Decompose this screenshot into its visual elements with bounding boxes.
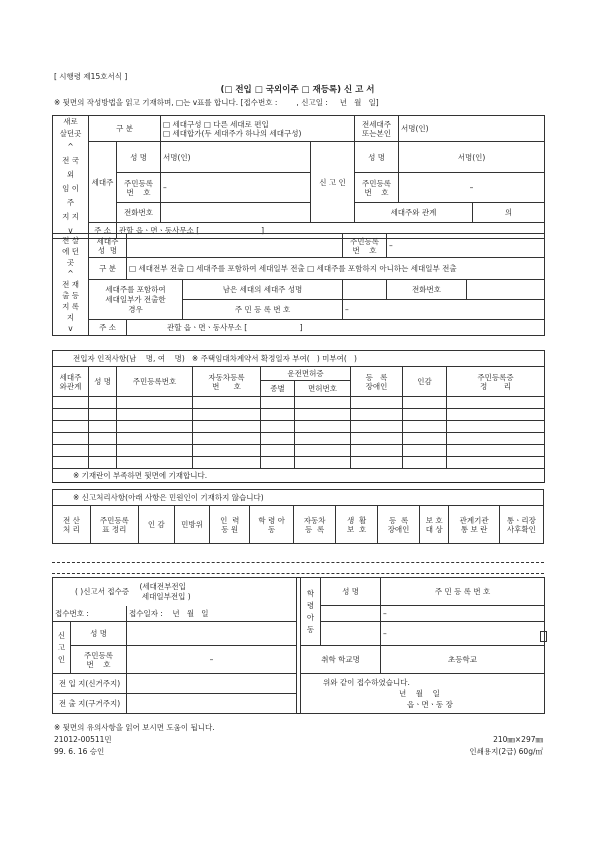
receipt-date: 접수일자 : 년 월 일	[127, 606, 297, 622]
school-kid-label: 학 령 아 동	[301, 578, 321, 646]
gubun-options[interactable]: □ 세대구성 □ 다른 세대로 편입 □ 세대합가(두 세대주가 하나의 세대구성)	[161, 116, 355, 142]
overflow-note: ※ 기재란이 부족하면 뒷면에 기재합니다.	[53, 469, 545, 483]
reporter-name-sign[interactable]: 서명(인)	[399, 142, 545, 173]
form-number: [ 시행령 제15호서식 ]	[54, 72, 128, 81]
hh-phone-label: 전화번호	[117, 203, 161, 223]
col-car: 자동차등록 번 호	[193, 367, 261, 397]
old-address-section	[52, 233, 545, 336]
proc-agency: 관계기관 통 보 란	[449, 506, 499, 544]
prev-householder-label: 전세대주 또는본인	[355, 116, 399, 142]
address-label: 주 소	[89, 223, 117, 239]
processing-title: ※ 신고처리사항(아래 사항은 민원인이 기재하지 않습니다)	[53, 490, 544, 506]
address-field[interactable]: 관할 읍ㆍ면ㆍ동사무소 [ ]	[117, 223, 545, 239]
old-hh-name-label: 세대주 성 명	[89, 234, 127, 258]
col-relation: 세대주 와관계	[53, 367, 89, 397]
col-name: 성 명	[89, 367, 117, 397]
receipt-confirm-box: 위와 같이 접수하였습니다. 년 월 일 읍ㆍ면ㆍ동 장	[301, 674, 545, 714]
proc-civil-defense: 민방위	[174, 506, 210, 544]
table-row[interactable]	[53, 445, 545, 457]
old-address-field[interactable]: 관할 읍ㆍ면ㆍ동사무소 [ ]	[127, 320, 545, 336]
receipt-number: 접수번호 :	[53, 606, 127, 622]
col-seal: 인감	[403, 367, 447, 397]
col-rrn: 주민등록번호	[117, 367, 193, 397]
margin-marker	[540, 631, 547, 642]
kid-name-field[interactable]	[321, 606, 381, 622]
proc-seal: 인 감	[138, 506, 174, 544]
move-out-gubun-label: 구 분	[89, 258, 127, 280]
remain-hh-name-field[interactable]	[343, 280, 387, 300]
householder-label: 세대주	[89, 142, 117, 223]
prev-householder-sign[interactable]: 서명(인)	[399, 116, 545, 142]
reporter-label: 신 고 인	[311, 142, 355, 223]
proc-car: 자동차 등 록	[294, 506, 336, 544]
form-notice: ※ 뒷면의 작성방법을 읽고 기재하며, □는 v표를 합니다. [접수번호 : , 신고일 : 년 월 일]	[54, 98, 379, 107]
hh-rrn-label: 주민등록 번 호	[117, 173, 161, 203]
proc-protected: 보 호 대 상	[420, 506, 449, 544]
table-row[interactable]	[53, 457, 545, 469]
school-name-label: 취학 학교명	[301, 646, 381, 674]
relation-field[interactable]: 의	[473, 203, 545, 223]
approval-date: 99. 6. 16 승인	[54, 747, 105, 756]
old-residence-label: 전 출 지(구거주지)	[53, 694, 127, 714]
proc-chief-check: 통ㆍ리장 사후확인	[499, 506, 543, 544]
receipt-rrn-field[interactable]: –	[127, 646, 297, 674]
old-address-label: 주 소	[89, 320, 127, 336]
remain-phone-field[interactable]	[467, 280, 545, 300]
kid-name-field-2[interactable]	[321, 622, 381, 646]
mover-summary: 전입자 인적사항(남 명, 여 명) ※ 주택임대차계약서 확정일자 부여( ) 미부여( )	[53, 351, 545, 367]
gubun-label: 구 분	[89, 116, 161, 142]
reporter-rrn-field[interactable]: –	[399, 173, 545, 203]
remain-phone-label: 전화번호	[387, 280, 467, 300]
col-rrn-card: 주민등록증 정 리	[447, 367, 545, 397]
paper-type: 인쇄용지(2급) 60g/㎡	[469, 747, 543, 756]
footer-note: ※ 뒷면의 유의사항을 읽어 보시면 도움이 됩니다.	[54, 723, 215, 732]
kid-rrn-label: 주 민 등 록 번 호	[381, 578, 545, 606]
receipt-rrn-label: 주민등록 번 호	[71, 646, 127, 674]
col-license-kind: 종별	[261, 381, 295, 397]
proc-welfare: 생 활 보 호	[336, 506, 378, 544]
kid-rrn-field-2[interactable]: –	[381, 622, 545, 646]
receipt-name-field[interactable]	[127, 622, 297, 646]
old-hh-rrn-label: 주민등록 번 호	[343, 234, 387, 258]
old-hh-rrn-field[interactable]: –	[387, 234, 545, 258]
receipt-section	[52, 577, 545, 714]
proc-school-age: 학 령 아 동	[250, 506, 294, 544]
hh-rrn-field[interactable]: –	[161, 173, 311, 203]
old-hh-name-field[interactable]	[127, 234, 343, 258]
new-address-side-label: 새로 살던곳 ^ 전 국 외 임 이 주 지 지 v	[53, 116, 89, 239]
receipt-reporter-label: 신 고 인	[53, 622, 71, 674]
table-row[interactable]	[53, 433, 545, 445]
table-row[interactable]	[53, 409, 545, 421]
form-title: (□ 전입 □ 국외이주 □ 재등록) 신 고 서	[220, 85, 375, 95]
hh-phone-field[interactable]	[161, 203, 311, 223]
paper-size: 210㎜×297㎜	[493, 735, 543, 744]
col-disabled: 등 록 장애인	[351, 367, 403, 397]
proc-disabled: 등 록 장애인	[378, 506, 420, 544]
old-residence-field[interactable]	[127, 694, 297, 714]
receipt-title: ( )신고서 접수증 (세대전부전입 세대일부전입 )	[53, 578, 297, 606]
table-row[interactable]	[53, 397, 545, 409]
cut-line	[52, 573, 544, 574]
processing-section	[52, 489, 544, 544]
hh-name-sign[interactable]: 서명(인)	[161, 142, 311, 173]
hh-name-label: 성 명	[117, 142, 161, 173]
proc-computer: 전 산 처 리	[53, 506, 91, 544]
kid-rrn-field-1[interactable]: –	[381, 606, 545, 622]
reporter-name-label: 성 명	[355, 142, 399, 173]
receipt-name-label: 성 명	[71, 622, 127, 646]
proc-rrn-table: 주민등록 표 정리	[90, 506, 138, 544]
new-residence-field[interactable]	[127, 674, 297, 694]
cut-line	[52, 562, 544, 563]
relation-label: 세대주와 관계	[355, 203, 473, 223]
remain-rrn-label: 주 민 등 록 번 호	[183, 300, 343, 320]
col-license: 운전면허증	[261, 367, 351, 381]
remain-hh-name-label: 남은 세대의 세대주 성명	[183, 280, 343, 300]
table-row[interactable]	[53, 421, 545, 433]
new-residence-label: 전 입 지(신거주지)	[53, 674, 127, 694]
mover-info-section	[52, 350, 545, 483]
proc-manpower: 인 력 동 원	[210, 506, 250, 544]
move-out-options[interactable]: □ 세대전부 전출 □ 세대주를 포함하여 세대일부 전출 □ 세대주를 포함하지 아니하는 세대일부 전출	[127, 258, 545, 280]
form-code: 21012-00511민	[54, 735, 112, 744]
partial-move-label: 세대주를 포함하여 세대일부가 전출한 경우	[89, 280, 183, 320]
remain-rrn-field[interactable]: –	[343, 300, 545, 320]
reporter-rrn-label: 주민등록 번 호	[355, 173, 399, 203]
col-license-no: 면허번호	[295, 381, 351, 397]
new-address-section	[52, 115, 545, 239]
old-address-side-label: 전 살 에 던 곳 ^ 전 재 출 등 지 록 지 v	[53, 234, 89, 336]
kid-name-label: 성 명	[321, 578, 381, 606]
school-name-field[interactable]: 초등학교	[381, 646, 545, 674]
